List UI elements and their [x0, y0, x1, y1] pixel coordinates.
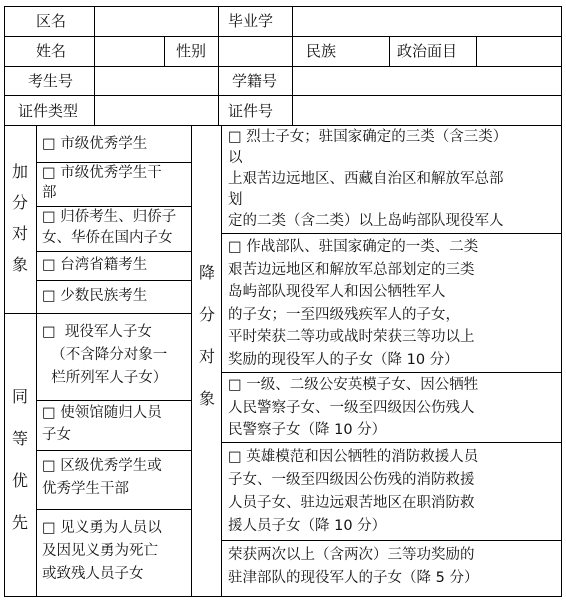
school-input[interactable]	[293, 7, 561, 36]
rule	[292, 36, 293, 66]
bonus-item-ethnic-minority[interactable]: □ 少数民族考生	[42, 288, 148, 304]
rule	[4, 596, 562, 597]
exam-number-label: 考生号	[28, 72, 74, 90]
bonus-item-overseas-chinese[interactable]: □ 归侨考生、归侨子 女、华侨在国内子女	[42, 209, 177, 246]
reduce-item-martyr-children[interactable]: □ 烈士子女；驻国家确定的三类（含三类） 以 上艰苦边远地区、西藏自治区和解放军总部 划 定的二类（含二类）以上岛屿部队现役军人	[228, 129, 508, 229]
id-type-label: 证件类型	[18, 102, 79, 120]
rule	[36, 280, 191, 281]
rule	[164, 36, 165, 66]
rule	[4, 125, 562, 126]
student-number-label: 学籍号	[232, 72, 278, 90]
reduce-item-combat-units[interactable]: □ 作战部队、驻国家确定的一类、二类 艰苦边远地区和解放军总部划定的三类 岛屿部队现役军人和因公牺牲军人 的子女；一至四级残疾军人的子女， 平时荣获二等功或战时荣获三等功以上 奖励的现役军人的子女（降 10 分）	[228, 239, 479, 368]
rule	[221, 233, 562, 234]
rule	[218, 6, 219, 36]
rule	[389, 36, 390, 66]
rule	[36, 251, 191, 252]
rule	[4, 6, 5, 597]
rule	[36, 400, 191, 401]
rule	[4, 313, 191, 314]
rule	[36, 125, 37, 597]
gender-input[interactable]	[219, 37, 292, 66]
id-number-label: 证件号	[228, 102, 274, 120]
equal-item-military-children[interactable]: □ 现役军人子女 （不含降分对象一 栏所列军人子女）	[42, 324, 168, 386]
bonus-heading: 加 分 对 象	[11, 162, 28, 274]
rule	[561, 6, 562, 597]
political-input[interactable]	[477, 37, 561, 66]
school-label: 毕业学	[228, 12, 274, 30]
rule	[221, 372, 562, 373]
bonus-item-city-excellent-cadre[interactable]: □ 市级优秀学生干 部	[42, 165, 162, 201]
reduce-item-fire-rescue[interactable]: □ 英雄模范和因公牺牲的消防救援人员 子女、一级至四级因公伤残的消防救援 人员子女、驻边远艰苦地区在职消防救 援人员子女（降 10 分）	[228, 449, 479, 534]
district-input[interactable]	[95, 7, 218, 36]
district-label: 区名	[36, 12, 67, 30]
name-input[interactable]	[95, 37, 164, 66]
student-number-input[interactable]	[293, 67, 561, 95]
exam-number-input[interactable]	[95, 67, 218, 95]
rule	[221, 540, 562, 541]
political-label: 政治面目	[397, 42, 458, 60]
bonus-item-taiwan[interactable]: □ 台湾省籍考生	[42, 257, 148, 273]
reduce-item-police-heroes[interactable]: □ 一级、二级公安英模子女、因公牺牲 人民警察子女、一级至四级因公伤残人 民警察子女（降 10 分）	[228, 377, 479, 438]
rule	[36, 450, 191, 451]
rule	[191, 125, 192, 597]
equal-item-heroic-deeds[interactable]: □ 见义勇为人员以 及因见义勇为死亡 或致残人员子女	[42, 520, 162, 582]
id-number-input[interactable]	[293, 96, 561, 125]
bonus-item-city-excellent-student[interactable]: □ 市级优秀学生	[42, 136, 148, 152]
equal-item-embassy-children[interactable]: □ 使领馆随归人员 子女	[42, 405, 162, 443]
equal-item-district-excellent[interactable]: □ 区级优秀学生或 优秀学生干部	[42, 458, 162, 497]
rule	[221, 125, 222, 597]
gender-label: 性别	[176, 42, 207, 60]
reduce-item-third-class-merit: 荣获两次以上（含两次）三等功奖励的 驻津部队的现役军人的子女（降 5 分）	[228, 547, 479, 586]
ethnicity-label: 民族	[306, 42, 337, 60]
equal-priority-heading: 同 等 优 先	[11, 387, 28, 532]
id-type-input[interactable]	[95, 96, 218, 125]
rule	[221, 442, 562, 443]
name-label: 姓名	[36, 42, 67, 60]
reduction-heading: 降 分 对 象	[198, 263, 215, 408]
rule	[218, 66, 219, 125]
rule	[36, 509, 191, 510]
